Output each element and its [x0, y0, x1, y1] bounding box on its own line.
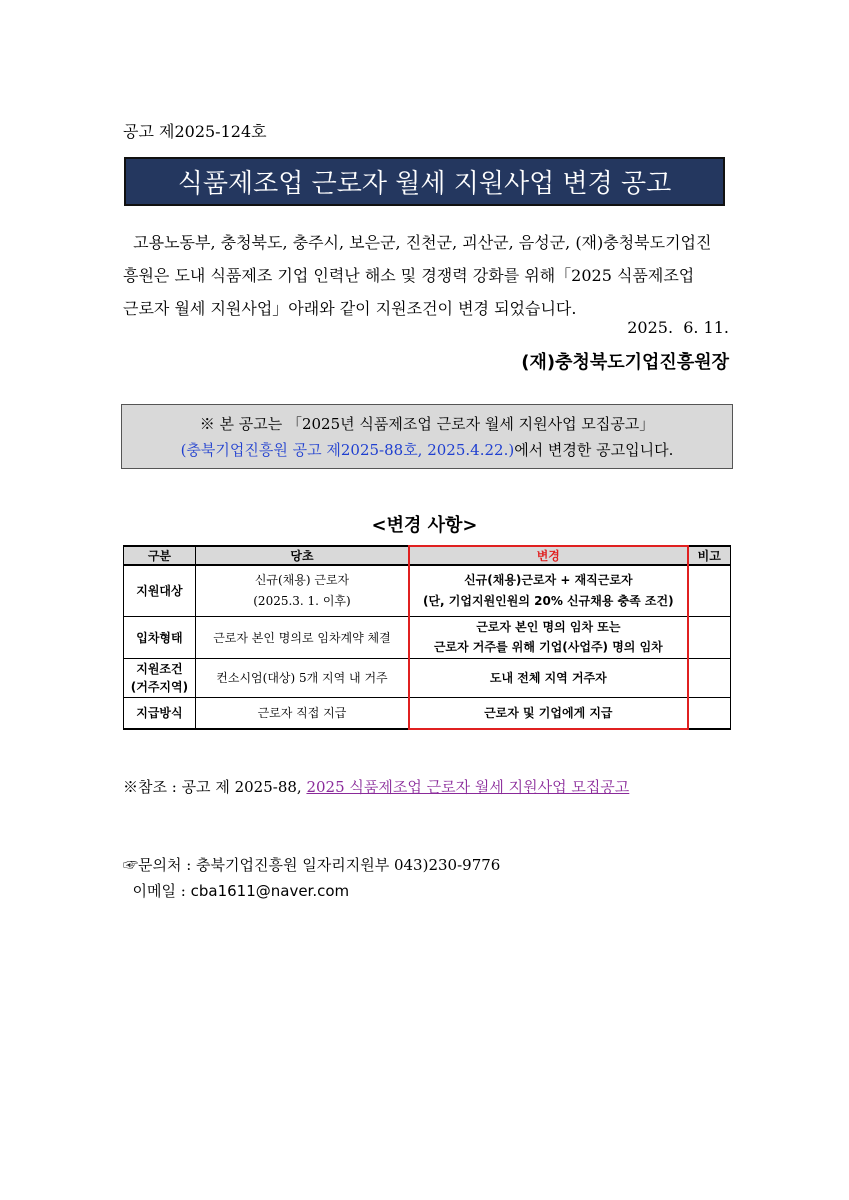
header-original: 당초 — [195, 546, 409, 565]
changes-heading: <변경 사항> — [371, 515, 478, 536]
table-row — [124, 616, 731, 658]
email-label: 이메일 : — [132, 882, 191, 900]
changes-table — [123, 545, 731, 730]
email-line — [123, 878, 500, 904]
note-line-1: ※ 본 공고는 「2025년 식품제조업 근로자 월세 지원사업 모집공고」 — [199, 415, 655, 433]
notice-number: 공고 제2025-124호 — [123, 122, 267, 141]
announcement-body — [123, 226, 733, 325]
row-category-line: 지원조건 — [136, 661, 183, 676]
row-remarks — [688, 565, 731, 616]
row-category: 지급방식 — [124, 697, 196, 729]
row-change-line: 근로자 본인 명의 임차 또는 — [476, 620, 621, 634]
row-original: 컨소시엄(대상) 5개 지역 내 거주 — [195, 658, 409, 697]
row-original: 근로자 직접 지급 — [195, 697, 409, 729]
row-category: 입차형태 — [124, 616, 196, 658]
table-row — [124, 565, 731, 616]
header-category: 구분 — [124, 546, 196, 565]
row-category — [124, 658, 196, 697]
row-original: 근로자 본인 명의로 임차계약 체결 — [195, 616, 409, 658]
body-line-1: 고용노동부, 충청북도, 충주시, 보은군, 진천군, 괴산군, 음성군, (재)충청북도기업진 — [133, 233, 712, 252]
inquiry-line: ☞문의처 : 충북기업진흥원 일자리지원부 043)230-9776 — [123, 856, 501, 874]
row-change-line: 근로자 거주를 위해 기업(사업주) 명의 임차 — [433, 640, 663, 654]
announcement-date: 2025. 6. 11. — [627, 318, 729, 337]
reference-link[interactable]: 2025 식품제조업 근로자 월세 지원사업 모집공고 — [306, 778, 630, 796]
document-title-banner — [124, 157, 725, 206]
email-address: cba1611@naver.com — [190, 882, 350, 900]
body-line-3: 근로자 월세 지원사업」아래와 같이 지원조건이 변경 되었습니다. — [123, 299, 577, 318]
row-category: 지원대상 — [124, 565, 196, 616]
header-change: 변경 — [409, 546, 687, 565]
row-remarks — [688, 697, 731, 729]
table-row — [124, 658, 731, 697]
note-line-2 — [122, 437, 732, 463]
note-box — [121, 404, 733, 469]
row-change: 근로자 및 기업에게 지급 — [409, 697, 687, 729]
row-change-line: 신규(채용)근로자 + 재직근로자 — [464, 572, 633, 587]
row-change-line: (단, 기업지원인원의 20% 신규채용 충족 조건) — [422, 593, 674, 608]
header-remarks: 비고 — [688, 546, 731, 565]
row-category-line: (거주지역) — [130, 679, 189, 694]
row-remarks — [688, 616, 731, 658]
document-title: 식품제조업 근로자 월세 지원사업 변경 공고 — [177, 169, 672, 199]
body-line-2: 흥원은 도내 식품제조 기업 인력난 해소 및 경쟁력 강화를 위해「2025 식품제조업 — [123, 266, 695, 285]
row-change — [409, 616, 687, 658]
reference-line — [123, 776, 629, 797]
issuer-name: (재)충청북도기업진흥원장 — [521, 352, 729, 373]
row-original-line: (2025.3. 1. 이후) — [253, 593, 351, 608]
note-reference: (충북기업진흥원 공고 제2025-88호, 2025.4.22.) — [180, 441, 515, 459]
contact-info — [123, 852, 500, 904]
reference-prefix: ※참조 : 공고 제 2025-88, — [123, 778, 307, 796]
row-original — [195, 565, 409, 616]
row-remarks — [688, 658, 731, 697]
note-line-2-rest: 에서 변경한 공고입니다. — [514, 441, 674, 459]
row-change: 도내 전체 지역 거주자 — [409, 658, 687, 697]
table-header-row — [124, 546, 731, 565]
row-original-line: 신규(채용) 근로자 — [254, 572, 350, 587]
row-change — [409, 565, 687, 616]
table-row — [124, 697, 731, 729]
